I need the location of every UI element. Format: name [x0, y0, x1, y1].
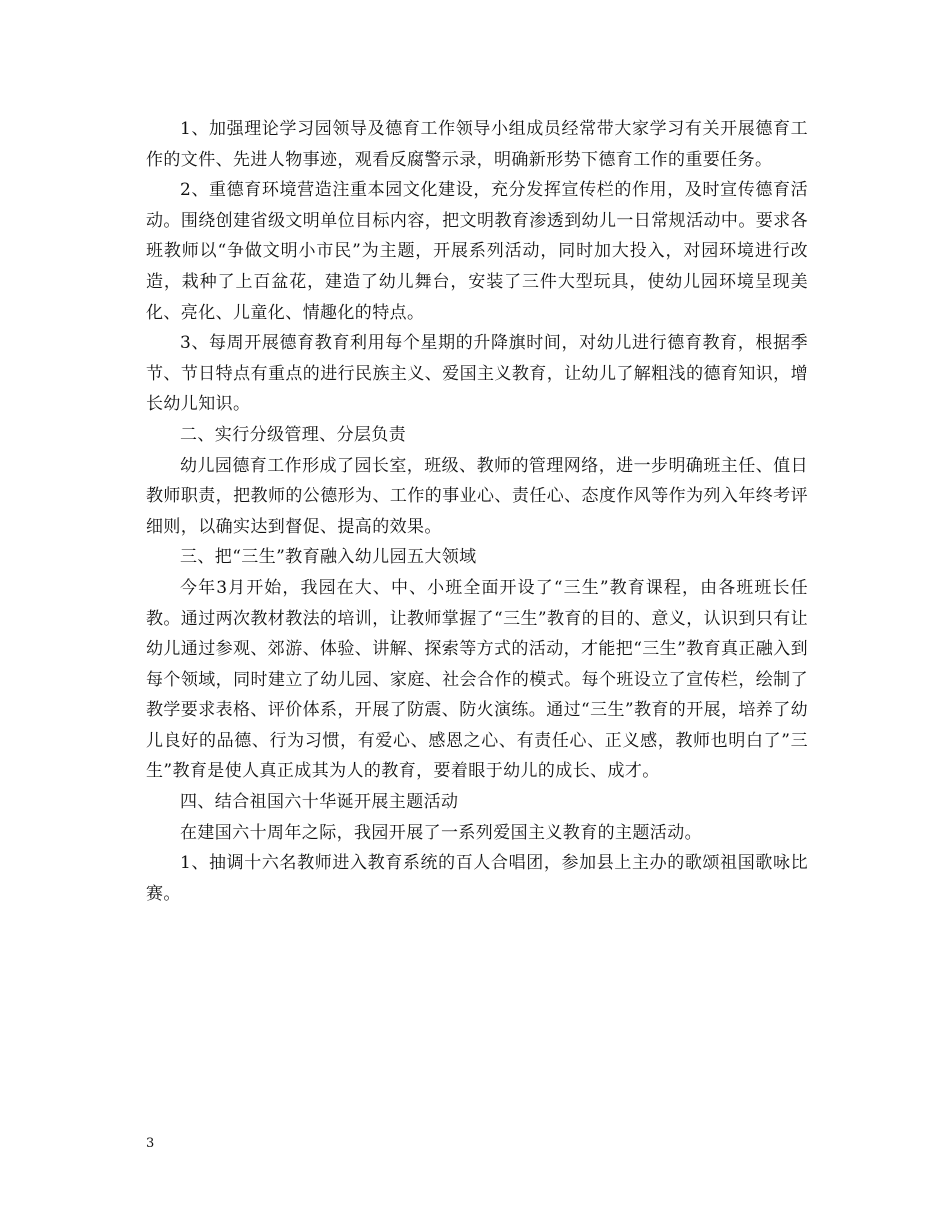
paragraph-3: 3、每周开展德育教育利用每个星期的升降旗时间，对幼儿进行德育教育，根据季节、节日特点有重点的进行民族主义、爱国主义教育，让幼儿了解粗浅的德育知识，增长幼儿知识。: [146, 333, 808, 415]
paragraph-6: 在建国六十周年之际，我园开展了一系列爱国主义教育的主题活动。: [180, 822, 702, 843]
section-heading-2: 二、实行分级管理、分层负责: [180, 424, 407, 445]
section-heading-3: 三、把“三生”教育融入幼儿园五大领域: [180, 547, 477, 568]
paragraph-1: 1、加强理论学习园领导及德育工作领导小组成员经常带大家学习有关开展德育工作的文件、先进人物事迹，观看反腐警示录，明确新形势下德育工作的重要任务。: [146, 119, 808, 170]
page-number: 3: [146, 1136, 155, 1151]
paragraph-4: 幼儿园德育工作形成了园长室，班级、教师的管理网络，进一步明确班主任、值日教师职责，把教师的公德形为、工作的事业心、责任心、态度作风等作为列入年终考评细则，以确实达到督促、提高的效果。: [146, 455, 808, 537]
paragraph-5: 今年3月开始，我园在大、中、小班全面开设了“三生”教育课程，由各班班长任教。通过两次教材教法的培训，让教师掌握了“三生”教育的目的、意义，认识到只有让幼儿通过参观、郊游、体验、讲解、探索等方式的活动，才能把“三生”教育真正融入到每个领域，同时建立了幼儿园、家庭、社会合作的模式。每个班设立了宣传栏，绘制了教学要求表格、评价体系，开展了防震、防火演练。通过“三生”教育的开展，培养了幼儿良好的品德、行为习惯，有爱心、感恩之心、有责任心、正义感，教师也明白了”三生”教育是使人真正成其为人的教育，要着眼于幼儿的成长、成才。: [146, 577, 808, 782]
paragraph-2: 2、重德育环境营造注重本园文化建设，充分发挥宣传栏的作用，及时宣传德育活动。围绕创建省级文明单位目标内容，把文明教育渗透到幼儿一日常规活动中。要求各班教师以“争做文明小市民”为主题，开展系列活动，同时加大投入，对园环境进行改造，栽种了上百盆花，建造了幼儿舞台，安装了三件大型玩具，使幼儿园环境呈现美化、亮化、儿童化、情趣化的特点。: [146, 180, 808, 323]
section-heading-4: 四、结合祖国六十华诞开展主题活动: [180, 792, 459, 813]
paragraph-7: 1、抽调十六名教师进入教育系统的百人合唱团，参加县上主办的歌颂祖国歌咏比赛。: [146, 853, 808, 904]
document-body: [146, 114, 808, 909]
